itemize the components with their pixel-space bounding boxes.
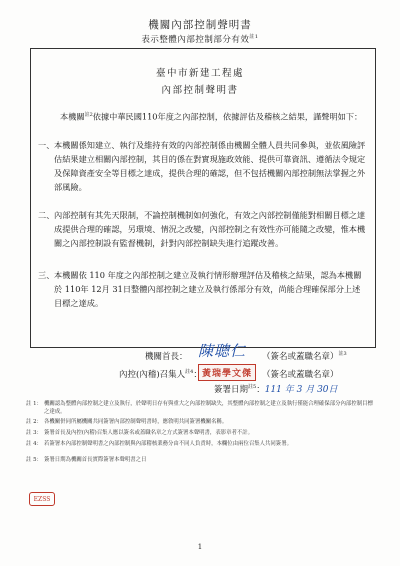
convener-seal-stamp: 黃瑞學文傑 [198,364,256,381]
convener-colon: ： [193,370,202,380]
footnote-text: 簽署首長及內控(內稽)召集人應以簽名或蓋職名章之方式簽署本聲明書，表影章者不計。 [44,430,254,436]
statement-item-1 [38,138,368,194]
footnote-text: 各機關併同所屬機關共同簽署內部控制聲明書時，應敘明共同簽署機關名稱。 [44,419,228,425]
footnote-label: 註 1： [26,401,42,407]
footnote-5 [26,456,376,464]
head-suffix-text: （簽名或蓋職名章） [262,352,339,362]
head-handwritten-signature: 陳聰仁 [198,342,247,360]
footnote-1 [26,400,376,416]
footnote-4 [26,440,376,448]
item-number: 三、 [38,270,55,280]
statement-item-2 [38,208,368,250]
footnote-label: 註 4： [26,441,42,447]
sign-date-line [214,382,338,395]
organization-name: 臺中市新建工程處 [155,68,244,79]
footnote-3 [26,429,376,437]
statement-item-3 [38,268,368,310]
item-text: 本機關係知建立、執行及維持有效的內部控制係由機關全體人員共同參與，並依風險評估結果建立相關內部控制，其目的係在對實現施政效能、提供可靠資訊、遵循法令規定及保障資產安全等目標之達成，提供合理的確認，但不包括機關內部控制無法掌握之外部風險。 [54,140,366,192]
handwritten-date: 111 年 3 月 30日 [264,385,338,395]
footnote-text: 機關認為整體內部控制之建立及執行，於聲明日存有與重大之內部控制缺失，其整體內部控制之建立及執行僅能合理確保部分內部控制目標之達成。 [44,401,373,415]
subtitle-note-ref: 註1 [249,34,259,41]
item-number: 一、 [38,140,55,150]
page-title: 機關內部控制聲明書 [148,19,252,31]
footnote-text: 簽署日期為機關首長實際簽署本聲明書之日 [44,457,147,463]
statement-title: 內部控制聲明書 [161,85,239,96]
footnote-label: 註 2： [26,419,42,425]
head-note-ref: 註3 [338,351,347,358]
page-subtitle [0,33,400,45]
intro-prefix: 本機關 [60,111,85,122]
convener-label [119,368,202,380]
subtitle-text: 表示整體內部控制部分有效 [141,35,250,45]
statement-intro [38,108,368,124]
receipt-stamp: EZSS [29,492,55,506]
date-label: 簽署日期 [214,385,249,395]
item-number: 二、 [38,210,55,220]
footnote-label: 註 5： [26,457,42,463]
head-label: 機關首長： [145,352,188,362]
head-sign-suffix [262,350,347,362]
convener-label-text: 內控(內稽)召集人 [119,370,186,380]
footnote-text: 若簽署本內部控制聲明書之內部控制與內部稽核業務分由不同人負責時，本欄位由兩位召集人共同簽署。 [44,441,292,447]
footnote-label: 註 3： [26,430,42,436]
date-colon: ： [256,385,265,395]
item-text: 本機關依 110 年度之內部控制之建立及執行情形辦理評估及稽核之結果，認為本機關於 110年 12月 31日整體內部控制之建立及執行係部分有效，尚能合理確保部分上述目標之達成。 [54,270,362,308]
intro-body: 依據中華民國110年度之內部控制，依據評估及稽核之結果，謹聲明如下： [92,111,363,122]
page-number: 1 [197,543,203,551]
footnote-2 [26,418,376,426]
convener-sign-suffix: （簽名或蓋職名章） [262,370,339,380]
item-text: 內部控制有其先天限制，不論控制機制如何強化，有效之內部控制僅能對相關目標之達成提供合理的確認，另環境、情況之改變，內部控制之有效性亦可能隨之改變，惟本機關之內部控制設有監督機制，針對內部控制缺失進行追蹤改善。 [54,210,366,248]
convener-note-ref: 註4 [185,369,194,376]
intro-note-ref: 註2 [84,112,93,118]
date-note-ref: 註5 [248,384,257,391]
head-signature-line [145,350,188,362]
